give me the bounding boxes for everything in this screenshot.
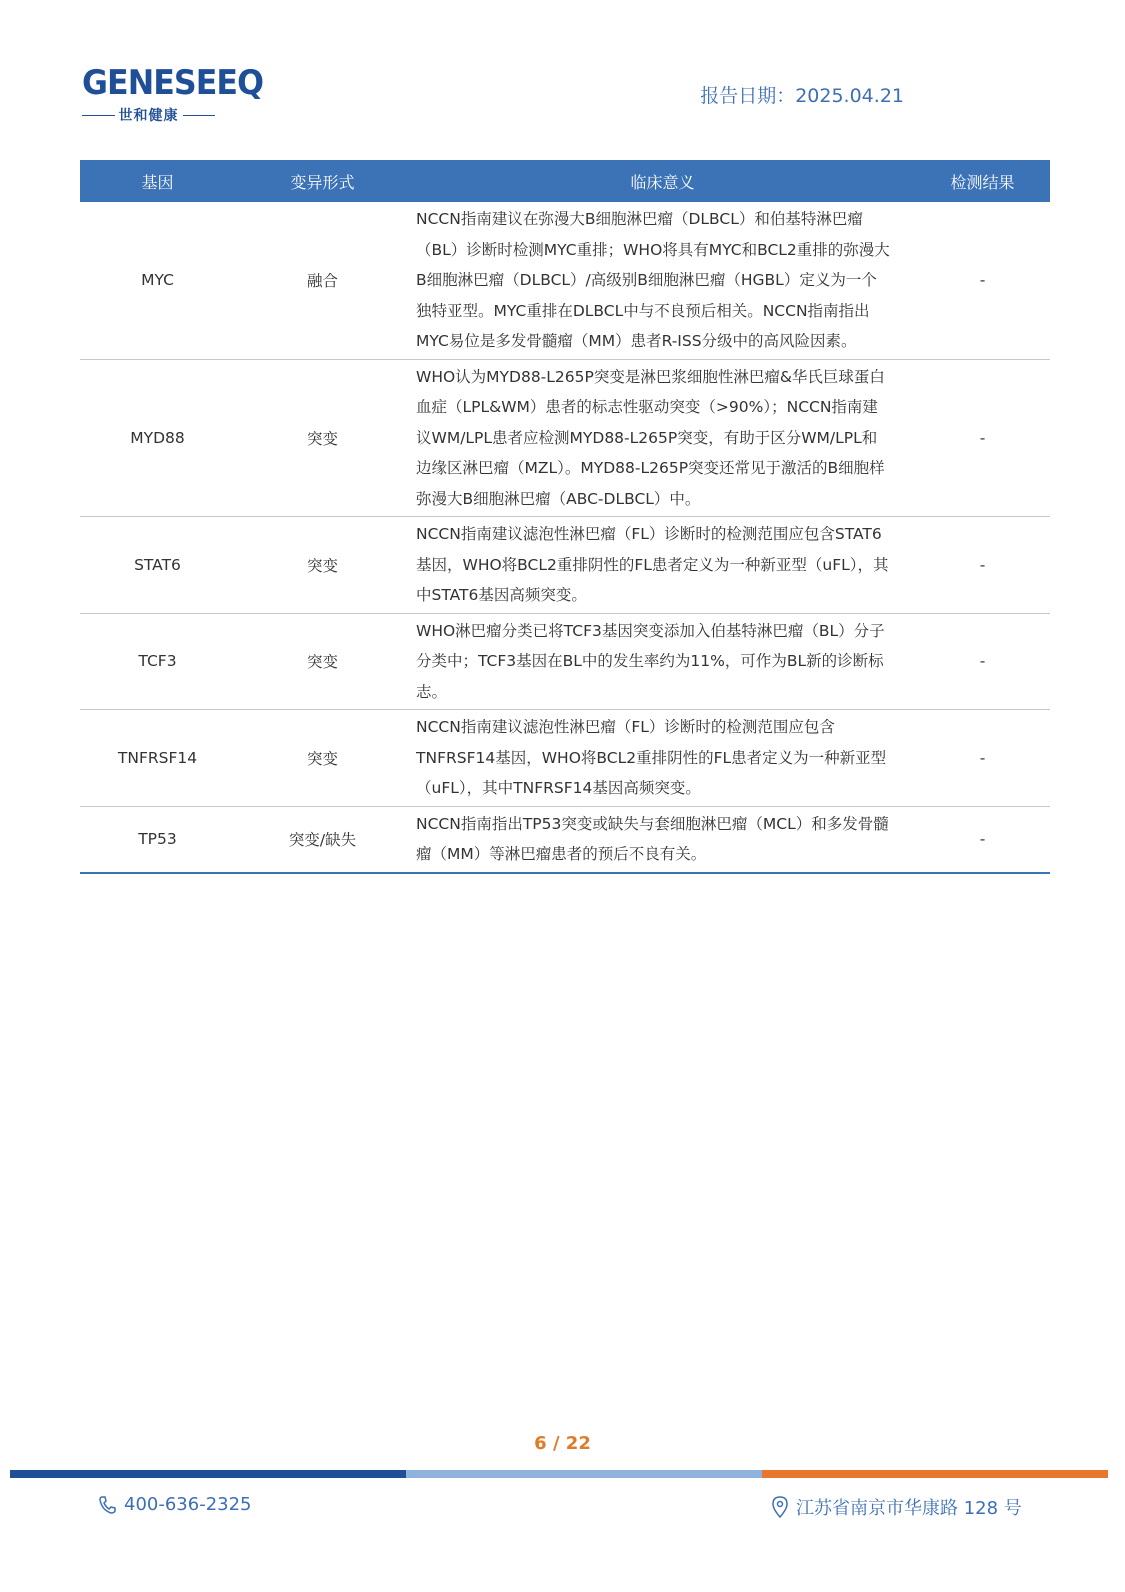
phone-number: 400-636-2325 <box>124 1494 252 1515</box>
cell-meaning-wrapper <box>410 517 915 613</box>
cell-meaning: NCCN指南指出TP53突变或缺失与套细胞淋巴瘤（MCL）和多发骨髓瘤（MM）等淋巴瘤患者的预后不良有关。 <box>416 814 889 863</box>
cell-result: - <box>979 748 986 767</box>
table-row <box>80 360 1050 518</box>
cell-meaning: WHO认为MYD88-L265P突变是淋巴浆细胞性淋巴瘤&华氏巨球蛋白血症（LPL&WM）患者的标志性驱动突变（>90%）；NCCN指南建议WM/LPL患者应检测MYD88-L265P突变，有助于区分WM/LPL和边缘区淋巴瘤（MZL）。MYD88-L265P突变还常见于激活的B细胞样弥漫大B细胞淋巴瘤（ABC-DLBCL）中。 <box>416 367 885 508</box>
footer-phone <box>98 1494 252 1515</box>
header-variant: 变异形式 <box>290 172 355 192</box>
footer-bar-orange <box>762 1470 1108 1478</box>
report-date: 报告日期：2025.04.21 <box>700 85 904 107</box>
cell-meaning: NCCN指南建议在弥漫大B细胞淋巴瘤（DLBCL）和伯基特淋巴瘤（BL）诊断时检测MYC重排；WHO将具有MYC和BCL2重排的弥漫大B细胞淋巴瘤（DLBCL）/高级别B细胞淋巴瘤（HGBL）定义为一个独特亚型。MYC重排在DLBCL中与不良预后相关。NCCN指南指出MYC易位是多发骨髓瘤（MM）患者R-ISS分级中的高风险因素。 <box>416 210 890 350</box>
cell-gene: MYD88 <box>130 428 185 447</box>
logo-subtitle <box>82 105 215 125</box>
cell-variant: 突变/缺失 <box>288 831 357 849</box>
cell-gene: MYC <box>141 271 174 290</box>
cell-gene: TNFRSF14 <box>117 748 198 767</box>
footer-bar-light-blue <box>406 1470 762 1478</box>
cell-result: - <box>979 555 986 574</box>
cell-meaning-wrapper <box>410 202 915 359</box>
cell-variant: 融合 <box>306 272 338 291</box>
footer-address <box>772 1494 1022 1520</box>
cell-meaning-wrapper <box>410 807 915 872</box>
cell-variant: 突变 <box>306 556 338 575</box>
table-row <box>80 614 1050 711</box>
cell-result: - <box>979 652 986 671</box>
gene-table <box>80 160 1050 874</box>
cell-meaning: NCCN指南建议滤泡性淋巴瘤（FL）诊断时的检测范围应包含TNFRSF14基因，WHO将BCL2重排阴性的FL患者定义为一种新亚型（uFL），其中TNFRSF14基因高频突变。 <box>416 718 887 797</box>
cell-result: - <box>979 830 986 848</box>
page-number: 6 / 22 <box>534 1433 591 1454</box>
cell-gene: TCF3 <box>138 652 177 671</box>
cell-meaning: WHO淋巴瘤分类已将TCF3基因突变添加入伯基特淋巴瘤（BL）分子分类中；TCF3基因在BL中的发生率约为11%，可作为BL新的诊断标志。 <box>416 621 885 701</box>
location-pin-icon <box>772 1496 788 1518</box>
table-row <box>80 517 1050 614</box>
address-text: 江苏省南京市华康路 128 号 <box>796 1498 1022 1519</box>
cell-gene: STAT6 <box>134 555 181 574</box>
cell-meaning: NCCN指南建议滤泡性淋巴瘤（FL）诊断时的检测范围应包含STAT6基因，WHO将BCL2重排阴性的FL患者定义为一种新亚型（uFL），其中STAT6基因高频突变。 <box>416 525 889 604</box>
table-header <box>80 160 1050 202</box>
cell-variant: 突变 <box>306 653 338 672</box>
cell-variant: 突变 <box>306 429 338 448</box>
header-result: 检测结果 <box>950 172 1015 192</box>
table-row <box>80 202 1050 360</box>
cell-meaning-wrapper <box>410 614 915 710</box>
cell-gene: TP53 <box>138 830 177 848</box>
table-row <box>80 710 1050 807</box>
logo-subtitle-text: 世和健康 <box>118 108 179 124</box>
footer-bar-dark-blue <box>10 1470 406 1478</box>
table-row <box>80 807 1050 874</box>
cell-meaning-wrapper <box>410 360 915 517</box>
cell-variant: 突变 <box>306 749 338 768</box>
cell-result: - <box>979 428 986 447</box>
logo-line-right <box>183 115 216 116</box>
cell-result: - <box>979 271 986 290</box>
cell-meaning-wrapper <box>410 710 915 806</box>
header-meaning: 临床意义 <box>630 172 695 192</box>
phone-icon <box>98 1495 116 1515</box>
header-gene: 基因 <box>141 172 174 192</box>
logo-line-left <box>82 115 115 116</box>
logo-wordmark: GENESEEQ <box>82 63 264 103</box>
company-logo <box>82 63 264 129</box>
